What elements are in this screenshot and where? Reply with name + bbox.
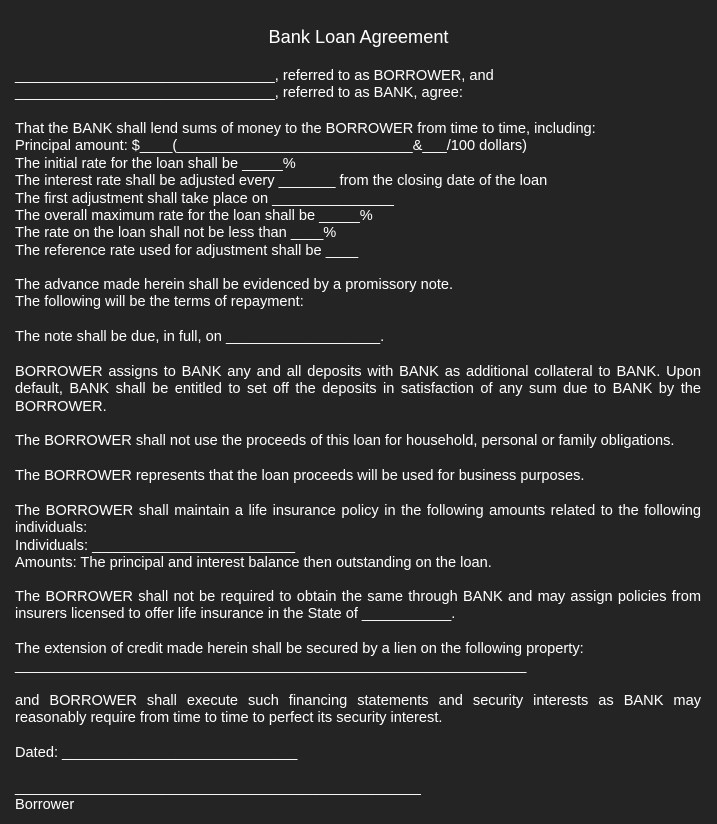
lien-line: The extension of credit made herein shall be secured by a lien on the following property: [15, 641, 584, 657]
loan-terms-section [15, 121, 701, 260]
initial-rate-line: The initial rate for the loan shall be _____% [15, 155, 296, 172]
parties-section [15, 68, 701, 103]
lien-section [15, 641, 701, 676]
signature-section [15, 780, 701, 815]
life-insurance-paragraph: The BORROWER shall maintain a life insurance policy in the following amounts related to the following individuals: [15, 503, 701, 537]
document-title: Bank Loan Agreement [268, 27, 449, 47]
bank-party-line: ________________________________, referred to as BANK, agree: [15, 85, 463, 102]
assign-deposits-paragraph: BORROWER assigns to BANK any and all deposits with BANK as additional collateral to BANK. Upon default, BANK shall be entitled to set off the deposits in satisfaction of any sum due to BANK by the BORROWER. [15, 364, 701, 415]
promissory-note-section [15, 277, 701, 312]
borrower-label: Borrower [15, 797, 75, 814]
minimum-rate-line: The rate on the loan shall not be less than ____% [15, 225, 337, 242]
lien-property-blank: _______________________________________________________________ [15, 658, 527, 675]
dated-section [15, 745, 701, 762]
principal-amount-line: Principal amount: $____(_____________________________&___/100 dollars) [15, 138, 528, 155]
first-adjustment-line: The first adjustment shall take place on _______________ [15, 190, 394, 207]
insurer-paragraph: The BORROWER shall not be required to obtain the same through BANK and may assign policies from insurers licensed to offer life insurance in the State of ___________. [15, 589, 701, 623]
reference-rate-line: The reference rate used for adjustment shall be ____ [15, 242, 359, 259]
maximum-rate-line: The overall maximum rate for the loan shall be _____% [15, 208, 373, 225]
signature-blank: __________________________________________________ [15, 780, 421, 796]
life-insurance-section [15, 503, 701, 573]
borrower-party-line: ________________________________, referred to as BORROWER, and [15, 68, 494, 84]
lend-clause: That the BANK shall lend sums of money to the BORROWER from time to time, including: [15, 121, 596, 137]
financing-statements-paragraph: and BORROWER shall execute such financing statements and security interests as BANK may reasonably require from time to time to perfect its security interest. [15, 693, 701, 727]
due-date-line: The note shall be due, in full, on ___________________. [15, 329, 385, 345]
dated-line: Dated: _____________________________ [15, 745, 298, 761]
repayment-terms-line: The following will be the terms of repayment: [15, 294, 304, 311]
adjustment-interval-line: The interest rate shall be adjusted every _______ from the closing date of the loan [15, 173, 548, 190]
amounts-line: Amounts: The principal and interest balance then outstanding on the loan. [15, 555, 492, 572]
individuals-line: Individuals: _________________________ [15, 537, 295, 554]
business-purpose-paragraph: The BORROWER represents that the loan proceeds will be used for business purposes. [15, 468, 585, 484]
promissory-note-line: The advance made herein shall be evidenced by a promissory note. [15, 277, 454, 293]
proceeds-paragraph: The BORROWER shall not use the proceeds of this loan for household, personal or family obligations. [15, 433, 675, 449]
due-date-section [15, 329, 701, 346]
